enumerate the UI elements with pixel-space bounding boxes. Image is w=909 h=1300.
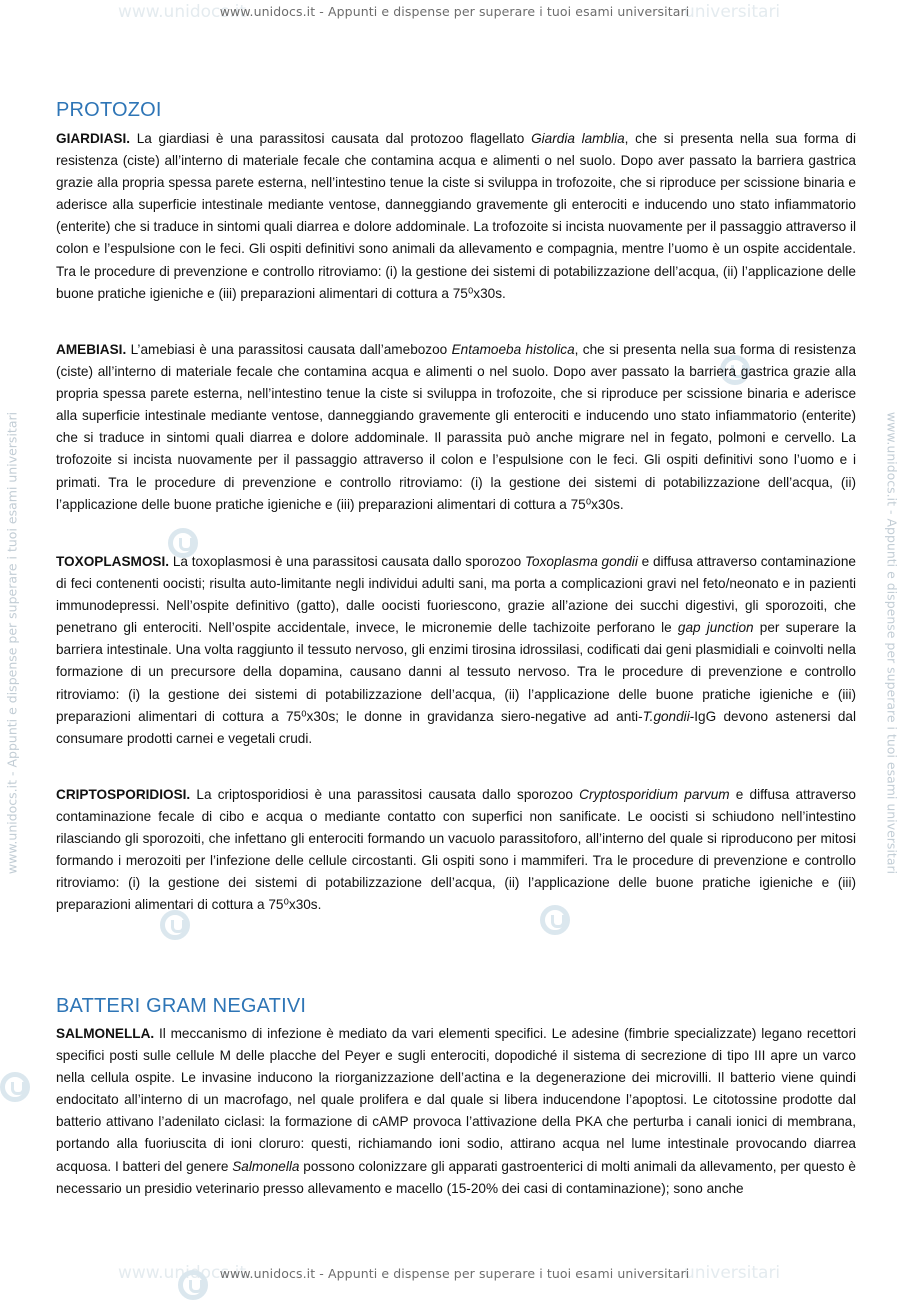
- paragraph-criptosporidiosi: [56, 784, 856, 917]
- paragraph-text: , che si presenta nella sua forma di resistenza (ciste) all’interno di materiale fecale che contamina acqua e alimenti o nel suolo. Dopo aver passato la barriera gastrica grazie alla propria spessa parete esterna, nell’intestino tenue la ciste si sviluppa in trofozoite, che si riproduce per scissione binaria e aderisce alla superficie intestinale mediante ventose, danneggiando gravemente gli enterociti e inducendo uno stato infiammatorio (enterite) che si traduce in sintomi quali diarrea e dolore addominale. La trofozoite si incista nuovamente per il passaggio attraverso il colon e l’espulsione con le feci. Gli ospiti definitivi sono animali da allevamento e compagnia, mentre l’uomo è un ospite accidentale. Tra le procedure di prevenzione e controllo ritroviamo: (i) la gestione dei sistemi di potabilizzazione dell’acqua, (ii) l’applicazione delle buone pratiche igieniche e (iii) preparazioni alimentari di cottura a 75⁰x30s.: [56, 131, 856, 301]
- watermark-side-right: www.unidocs.it - Appunti e dispense per superare i tuoi esami universitari: [884, 411, 900, 875]
- section-title-protozoi: PROTOZOI: [56, 99, 162, 121]
- watermark-ghost-bottom-right: universitari: [684, 1263, 781, 1283]
- paragraph-text: e diffusa attraverso contaminazione di feci contenenti oocisti; risulta auto-limitante negli individui adulti sani, ma porta a complicazioni gravi nel feto/neonato e in pazienti immunodepressi. Nell’ospite definitivo (gatto), dalle oocisti fuoriescono, grazie all’azione dei succhi digestivi, gli sporozoiti, che penetrano gli enterociti. Nell’ospite accidentale, invece, le micronemie delle tachizoite perforano le: [56, 554, 856, 636]
- paragraph-amebiasi: [56, 339, 856, 516]
- species-name: Entamoeba histolica: [451, 342, 575, 357]
- watermark-footer: www.unidocs.it - Appunti e dispense per superare i tuoi esami universitari: [219, 1266, 690, 1281]
- term-toxoplasmosi: TOXOPLASMOSI.: [56, 554, 170, 569]
- paragraph-text: La giardiasi è una parassitosi causata dal protozoo flagellato: [130, 131, 532, 146]
- paragraph-text: per superare la barriera intestinale. Una volta raggiunto il tessuto nervoso, gli enzimi tirosina idrossilasi, codificati dai geni plasmidiali e coinvolti nella formazione di un precursore della dopamina, causano danni al tessuto nervoso. Tra le procedure di prevenzione e controllo ritroviamo: (i) la gestione dei sistemi di potabilizzazione dell’acqua, (ii) l’applicazione delle buone pratiche igieniche e (iii) preparazioni alimentari di cottura a 75⁰x30s; le donne in gravidanza siero-negative ad anti-: [56, 620, 856, 724]
- term-giardiasi: GIARDIASI.: [56, 131, 131, 146]
- paragraph-text: La toxoplasmosi è una parassitosi causata dallo sporozoo: [169, 554, 525, 569]
- paragraph-text: -IgG devono astenersi dal consumare prodotti carnei e vegetali crudi.: [56, 708, 856, 746]
- italic-term: gap junction: [677, 620, 754, 636]
- genus-name: Salmonella: [232, 1158, 300, 1174]
- paragraph-text: Il meccanismo di infezione è mediato da vari elementi specifici. Le adesine (fimbrie specializzate) legano recettori specifici posti sulle cellule M delle placche del Peyer e sugli enterociti, dopodiché il sistema di secrezione di tipo III apre un varco nella cellula ospite. Le invasine inducono la riorganizzazione dell’actina e la degenerazione dei microvilli. Il batterio viene quindi endocitato all’interno di un macrofago, nel quale prolifera e dal quale si libera inducendone l’apoptosi. Le citotossine prodotte dal batterio attivano l’adenilato ciclasi: la formazione di cAMP provoca l’attivazione della PKA che perturba i canali ionici di membrana, portando alla fuoriuscita di ioni cloruro: questi, richiamando ioni sodio, attirano acqua nel lume intestinale provocando diarrea acquosa. I batteri del genere: [56, 1026, 856, 1174]
- unidocs-logo-icon: [0, 1072, 30, 1102]
- watermark-ghost-bottom-left: www.unidocs.it: [118, 1263, 247, 1283]
- paragraph-text: L’amebiasi è una parassitosi causata dall’amebozoo: [126, 342, 452, 357]
- paragraph-text: e diffusa attraverso contaminazione fecale di cibo e acqua o mediante contatto con superfici non sanificate. Le oocisti si schiudono nell’intestino rilasciando gli sporozoiti, che infettano gli enterociti formando un vacuolo parassitoforo, all’interno del quale si riproducono per mitosi formando i merozoiti per l’infezione delle cellule circostanti. Gli ospiti sono i mammiferi. Tra le procedure di prevenzione e controllo ritroviamo: (i) la gestione dei sistemi di potabilizzazione dell’acqua, (ii) l’applicazione delle buone pratiche igieniche e (iii) preparazioni alimentari di cottura a 75⁰x30s.: [56, 787, 856, 913]
- watermark-side-left: www.unidocs.it - Appunti e dispense per superare i tuoi esami universitari: [4, 411, 20, 875]
- paragraph-text: La criptosporidiosi è una parassitosi causata dallo sporozoo: [190, 787, 580, 802]
- unidocs-logo-icon: [178, 1270, 208, 1300]
- species-name: Cryptosporidium parvum: [579, 787, 730, 802]
- term-criptosporidiosi: CRIPTOSPORIDIOSI.: [56, 787, 191, 802]
- section-title-batteri-gram-negativi: BATTERI GRAM NEGATIVI: [56, 995, 307, 1017]
- paragraph-toxoplasmosi: [56, 551, 856, 750]
- paragraph-text: possono colonizzare gli apparati gastroenterici di molti animali da allevamento, per questo è necessario un presidio veterinario presso allevamento e macello (15-20% dei casi di contaminazione); sono anche: [56, 1158, 856, 1196]
- paragraph-giardiasi: [56, 128, 856, 305]
- watermark-ghost-left: www.unidocs.it: [118, 2, 247, 22]
- species-name: T.gondii: [642, 708, 690, 724]
- term-salmonella: SALMONELLA.: [56, 1026, 155, 1041]
- paragraph-salmonella: [56, 1023, 856, 1200]
- species-name: Giardia lamblia: [531, 131, 625, 146]
- watermark-ghost-right: universitari: [684, 2, 781, 22]
- watermark-header: www.unidocs.it - Appunti e dispense per superare i tuoi esami universitari: [219, 4, 690, 19]
- paragraph-text: , che si presenta nella sua forma di resistenza (ciste) all’interno di materiale fecale che contamina acqua e alimenti o nel suolo. Dopo aver passato la barriera gastrica grazie alla propria spessa parete esterna, nell’intestino tenue la ciste si sviluppa in trofozoite, che si riproduce per scissione binaria e aderisce alla superficie intestinale mediante ventose, danneggiando gravemente gli enterociti e inducendo uno stato infiammatorio (enterite) che si traduce in sintomi quali diarrea e dolore addominale. Il parassita può anche migrare nel in fegato, polmoni e cervello. La trofozoite si incista nuovamente per il passaggio attraverso il colon e l’espulsione con le feci. Gli ospiti definitivi sono l’uomo e i primati. Tra le procedure di prevenzione e controllo ritroviamo: (i) la gestione dei sistemi di potabilizzazione dell’acqua, (ii) l’applicazione delle buone pratiche igieniche e (iii) preparazioni alimentari di cottura a 75⁰x30s.: [56, 342, 856, 512]
- term-amebiasi: AMEBIASI.: [56, 342, 127, 357]
- species-name: Toxoplasma gondii: [524, 554, 638, 569]
